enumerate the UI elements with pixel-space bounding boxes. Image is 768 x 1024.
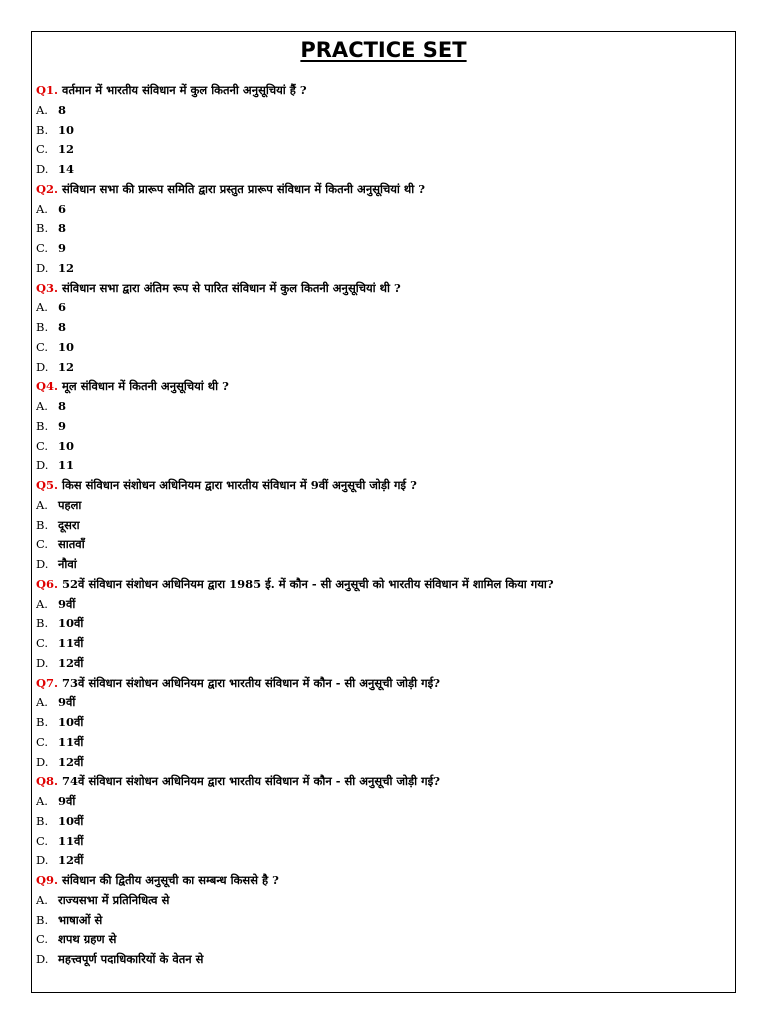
question-line	[36, 871, 731, 891]
question-number: Q6.	[36, 576, 59, 591]
option-line	[36, 239, 731, 259]
option-text: 10	[58, 438, 75, 453]
question-text: संविधान सभा द्वारा अंतिम रूप से पारित संविधान में कुल कितनी अनुसूचियां थी ?	[62, 280, 401, 295]
option-text: 10	[58, 122, 75, 137]
option-letter: B.	[36, 813, 49, 828]
question-line	[36, 674, 731, 694]
option-text: 11वीं	[58, 833, 84, 848]
option-line	[36, 634, 731, 654]
option-line	[36, 792, 731, 812]
question-number: Q8.	[36, 774, 59, 789]
question-line	[36, 81, 731, 101]
option-letter: D.	[36, 458, 49, 473]
option-line	[36, 259, 731, 279]
option-text: 8	[58, 102, 67, 117]
option-letter: C.	[36, 339, 49, 354]
option-line	[36, 140, 731, 160]
option-line	[36, 851, 731, 871]
option-letter: A.	[36, 794, 48, 808]
option-text: महत्त्वपूर्ण पदाधिकारियों के वेतन से	[58, 952, 204, 966]
option-text: शपथ ग्रहण से	[58, 932, 117, 947]
option-text: 9	[58, 418, 67, 433]
page-frame	[31, 31, 736, 993]
option-line	[36, 555, 731, 575]
option-text: राज्यसभा में प्रतिनिधित्व से	[58, 892, 170, 907]
option-letter: B.	[36, 912, 49, 927]
option-letter: A.	[36, 102, 48, 117]
option-letter: B.	[36, 320, 49, 334]
option-line	[36, 219, 731, 239]
option-line	[36, 812, 731, 832]
option-letter: C.	[36, 142, 49, 157]
option-line	[36, 713, 731, 733]
question-text: 73वें संविधान संशोधन अधिनियम द्वारा भारतीय संविधान में कौन - सी अनुसूची जोड़ी गई?	[62, 675, 440, 690]
option-letter: C.	[36, 734, 49, 749]
option-letter: B.	[36, 517, 49, 532]
option-text: सातवाँ	[58, 537, 85, 552]
option-letter: B.	[36, 616, 49, 631]
option-line	[36, 397, 731, 417]
option-text: 11वीं	[58, 636, 84, 650]
question-number: Q5.	[36, 478, 59, 492]
option-line	[36, 753, 731, 773]
option-letter: A.	[36, 399, 48, 413]
option-letter: A.	[36, 596, 48, 611]
question-line	[36, 180, 731, 200]
option-line	[36, 121, 731, 141]
option-letter: C.	[36, 833, 49, 848]
option-line	[36, 358, 731, 378]
option-letter: B.	[36, 418, 49, 433]
option-letter: D.	[36, 853, 49, 868]
option-text: 10वीं	[58, 616, 84, 631]
option-line	[36, 318, 731, 338]
question-line	[36, 772, 731, 792]
option-text: भाषाओं से	[58, 912, 103, 927]
option-text: 12वीं	[58, 655, 84, 670]
option-text: 8	[58, 221, 67, 236]
option-line	[36, 456, 731, 476]
option-text: 8	[58, 320, 67, 334]
option-letter: A.	[36, 695, 48, 710]
option-letter: D.	[36, 754, 49, 769]
option-letter: C.	[36, 537, 49, 552]
option-text: 10वीं	[58, 715, 84, 729]
question-line	[36, 575, 731, 595]
option-letter: B.	[36, 122, 49, 137]
option-text: 12	[58, 260, 75, 275]
option-line	[36, 496, 731, 516]
option-text: 10वीं	[58, 813, 84, 828]
option-text: 10	[58, 339, 75, 354]
option-text: 11	[58, 458, 75, 473]
option-text: 12वीं	[58, 853, 84, 868]
option-text: नौवां	[58, 557, 77, 571]
question-text: 52वें संविधान संशोधन अधिनियम द्वारा 1985 ई. में कौन - सी अनुसूची को भारतीय संविधान में शामिल किया गया?	[62, 576, 554, 591]
question-text: वर्तमान में भारतीय संविधान में कुल कितनी अनुसूचियां हैं ?	[62, 83, 307, 97]
question-text: मूल संविधान में कितनी अनुसूचियां थी ?	[62, 379, 229, 394]
option-text: दूसरा	[58, 517, 80, 532]
option-letter: D.	[36, 952, 49, 966]
option-letter: D.	[36, 260, 49, 275]
option-letter: C.	[36, 932, 49, 947]
question-number: Q2.	[36, 181, 59, 196]
option-line	[36, 693, 731, 713]
option-line	[36, 298, 731, 318]
option-line	[36, 417, 731, 437]
option-letter: C.	[36, 241, 49, 255]
question-text: किस संविधान संशोधन अधिनियम द्वारा भारतीय संविधान में 9वीं अनुसूची जोड़ी गई ?	[62, 478, 417, 492]
option-line	[36, 733, 731, 753]
option-letter: A.	[36, 201, 48, 216]
option-text: 6	[58, 300, 67, 315]
option-line	[36, 101, 731, 121]
option-text: 11वीं	[58, 734, 84, 749]
question-text: संविधान की द्वितीय अनुसूची का सम्बन्ध किससे है ?	[62, 873, 279, 887]
question-number: Q7.	[36, 675, 59, 690]
question-text: 74वें संविधान संशोधन अधिनियम द्वारा भारतीय संविधान में कौन - सी अनुसूची जोड़ी गई?	[62, 774, 440, 789]
option-letter: D.	[36, 359, 49, 374]
question-number: Q4.	[36, 379, 59, 394]
option-letter: B.	[36, 715, 49, 729]
page-title: PRACTICE SET	[300, 38, 467, 62]
option-text: 6	[58, 201, 67, 216]
question-line	[36, 279, 731, 299]
question-line	[36, 476, 731, 496]
option-line	[36, 911, 731, 931]
option-text: 14	[58, 162, 75, 176]
option-text: 12	[58, 142, 75, 157]
option-line	[36, 437, 731, 457]
option-letter: A.	[36, 300, 48, 315]
option-text: 12	[58, 359, 75, 374]
option-text: 12वीं	[58, 754, 84, 769]
question-line	[36, 377, 731, 397]
option-text: 8	[58, 399, 67, 413]
question-list	[36, 81, 731, 970]
option-text: 9वीं	[58, 695, 76, 710]
option-letter: D.	[36, 162, 49, 176]
option-text: 9वीं	[58, 596, 76, 611]
option-line	[36, 516, 731, 536]
question-number: Q9.	[36, 873, 59, 887]
option-letter: B.	[36, 221, 49, 236]
option-line	[36, 950, 731, 970]
option-letter: D.	[36, 655, 49, 670]
option-line	[36, 654, 731, 674]
option-line	[36, 200, 731, 220]
question-text: संविधान सभा की प्रारूप समिति द्वारा प्रस्तुत प्रारूप संविधान में कितनी अनुसूचियां थी ?	[62, 181, 425, 196]
option-text: 9	[58, 241, 67, 255]
option-line	[36, 595, 731, 615]
option-letter: D.	[36, 557, 49, 571]
option-letter: C.	[36, 636, 49, 650]
option-letter: A.	[36, 497, 48, 512]
question-number: Q1.	[36, 83, 59, 97]
option-line	[36, 891, 731, 911]
option-line	[36, 832, 731, 852]
question-number: Q3.	[36, 280, 59, 295]
option-letter: A.	[36, 892, 48, 907]
option-line	[36, 614, 731, 634]
option-text: 9वीं	[58, 794, 76, 808]
option-letter: C.	[36, 438, 49, 453]
option-line	[36, 535, 731, 555]
option-line	[36, 338, 731, 358]
option-line	[36, 160, 731, 180]
option-text: पहला	[58, 497, 82, 512]
option-line	[36, 930, 731, 950]
